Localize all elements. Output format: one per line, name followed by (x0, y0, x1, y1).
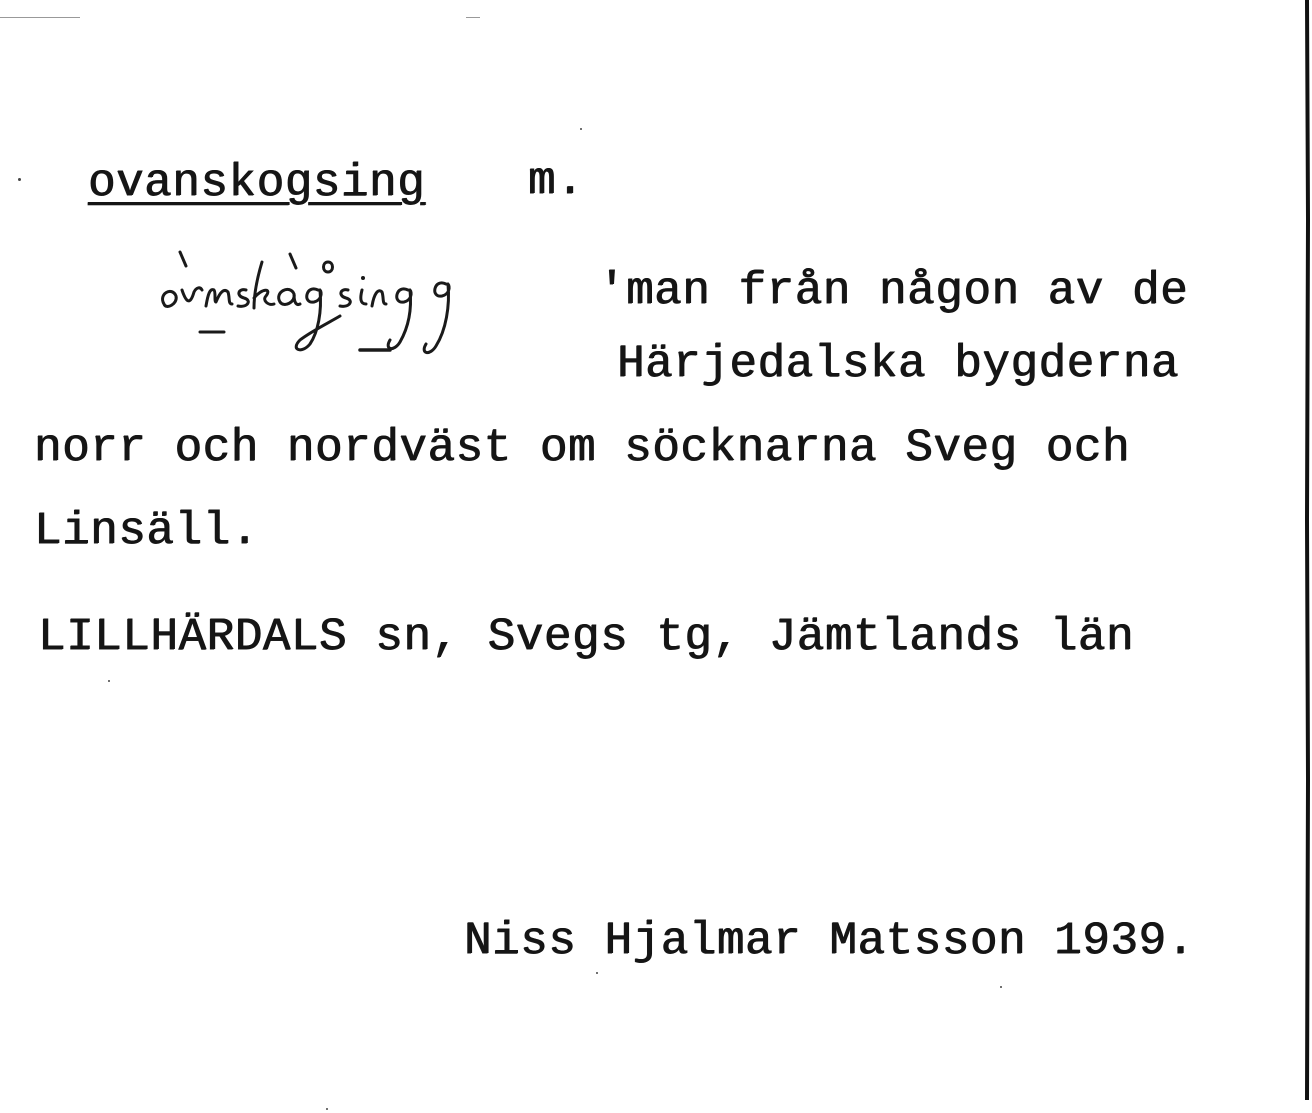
headword: ovanskogsing (88, 157, 426, 209)
ink-speck (596, 972, 598, 974)
definition-line: Härjedalska bygderna (617, 338, 1180, 390)
definition-line: Linsäll. (34, 505, 259, 557)
definition-line: 'man från någon av de (598, 265, 1189, 317)
recorder-signature: Niss Hjalmar Matsson 1939. (464, 915, 1195, 967)
handwritten-pronunciation (150, 232, 590, 362)
ink-speck (108, 680, 110, 682)
scan-mark (466, 17, 480, 18)
card-edge-shadow (1304, 0, 1312, 1100)
definition-line: norr och nordväst om söcknarna Sveg och (34, 422, 1131, 474)
place-reference: LILLHÄRDALS sn, Svegs tg, Jämtlands län (38, 611, 1135, 663)
ink-speck (580, 128, 582, 130)
grammatical-gender: m. (528, 155, 585, 207)
scan-mark (0, 17, 80, 18)
ink-speck (1000, 986, 1002, 988)
ink-speck (18, 178, 21, 181)
ink-speck (326, 1108, 328, 1110)
